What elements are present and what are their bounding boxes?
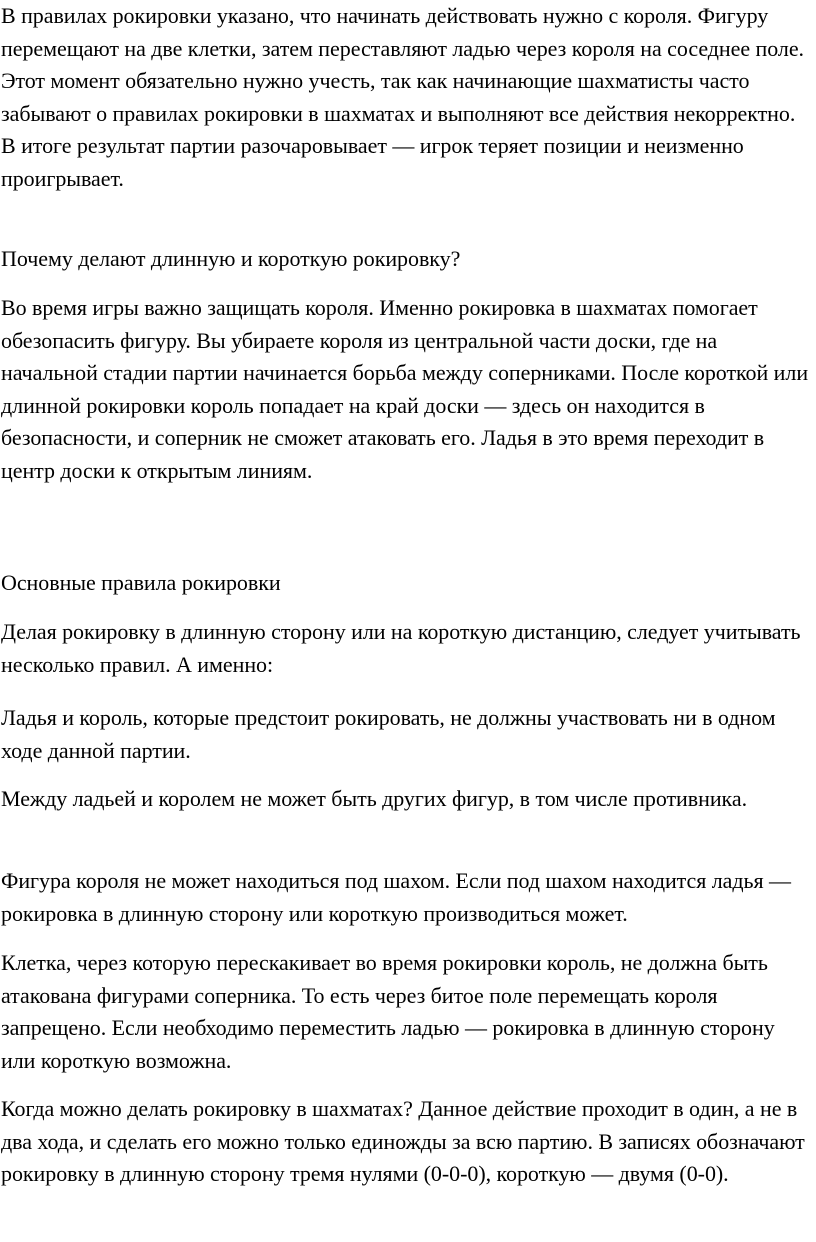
paragraph-rule-not-attacked-square: Клетка, через которую перескакивает во время рокировки король, не должна быть атакована фигурами соперника. То есть через битое поле перемещать короля запрещено. Если необходимо переместить ладью — рокировка в длинную сторону или короткую возможна. — [1, 950, 775, 1073]
paragraph-rule-no-pieces-between: Между ладьей и королем не может быть других фигур, в том числе противника. — [1, 786, 748, 811]
heading-why-castle: Почему делают длинную и короткую рокировку? — [1, 246, 461, 271]
heading-main-rules: Основные правила рокировки — [1, 570, 281, 595]
paragraph-rule-not-in-check: Фигура короля не может находиться под шахом. Если под шахом находится ладья — рокировка в длинную сторону или короткую производиться может. — [1, 868, 791, 926]
paragraph-rules-intro: Делая рокировку в длинную сторону или на короткую дистанцию, следует учитывать несколько правил. А именно: — [1, 619, 801, 677]
paragraph-king-safety: Во время игры важно защищать короля. Именно рокировка в шахматах помогает обезопасить фигуру. Вы убираете короля из центральной части доски, где на начальной стадии партии начинается борьба между соперниками. После короткой или длинной рокировки король попадает на край доски — здесь он находится в безопасности, и соперник не сможет атаковать его. Ладья в это время переходит в центр доски к открытым линиям. — [1, 295, 809, 483]
paragraph-castling-notation: Когда можно делать рокировку в шахматах? Данное действие проходит в один, а не в два хода, и сделать его можно только единожды за всю партию. В записях обозначают рокировку в длинную сторону тремя нулями (0-0-0), короткую — двумя (0-0). — [1, 1096, 805, 1186]
paragraph-castling-order: В правилах рокировки указано, что начинать действовать нужно с короля. Фигуру перемещают на две клетки, затем переставляют ладью через короля на соседнее поле. Этот момент обязательно нужно учесть, так как начинающие шахматисты часто забывают о правилах рокировки в шахматах и выполняют все действия некорректно. В итоге результат партии разочаровывает — игрок теряет позиции и неизменно проигрывает. — [1, 3, 804, 191]
paragraph-rule-no-moves: Ладья и король, которые предстоит рокировать, не должны участвовать ни в одном ходе данной партии. — [1, 705, 776, 763]
